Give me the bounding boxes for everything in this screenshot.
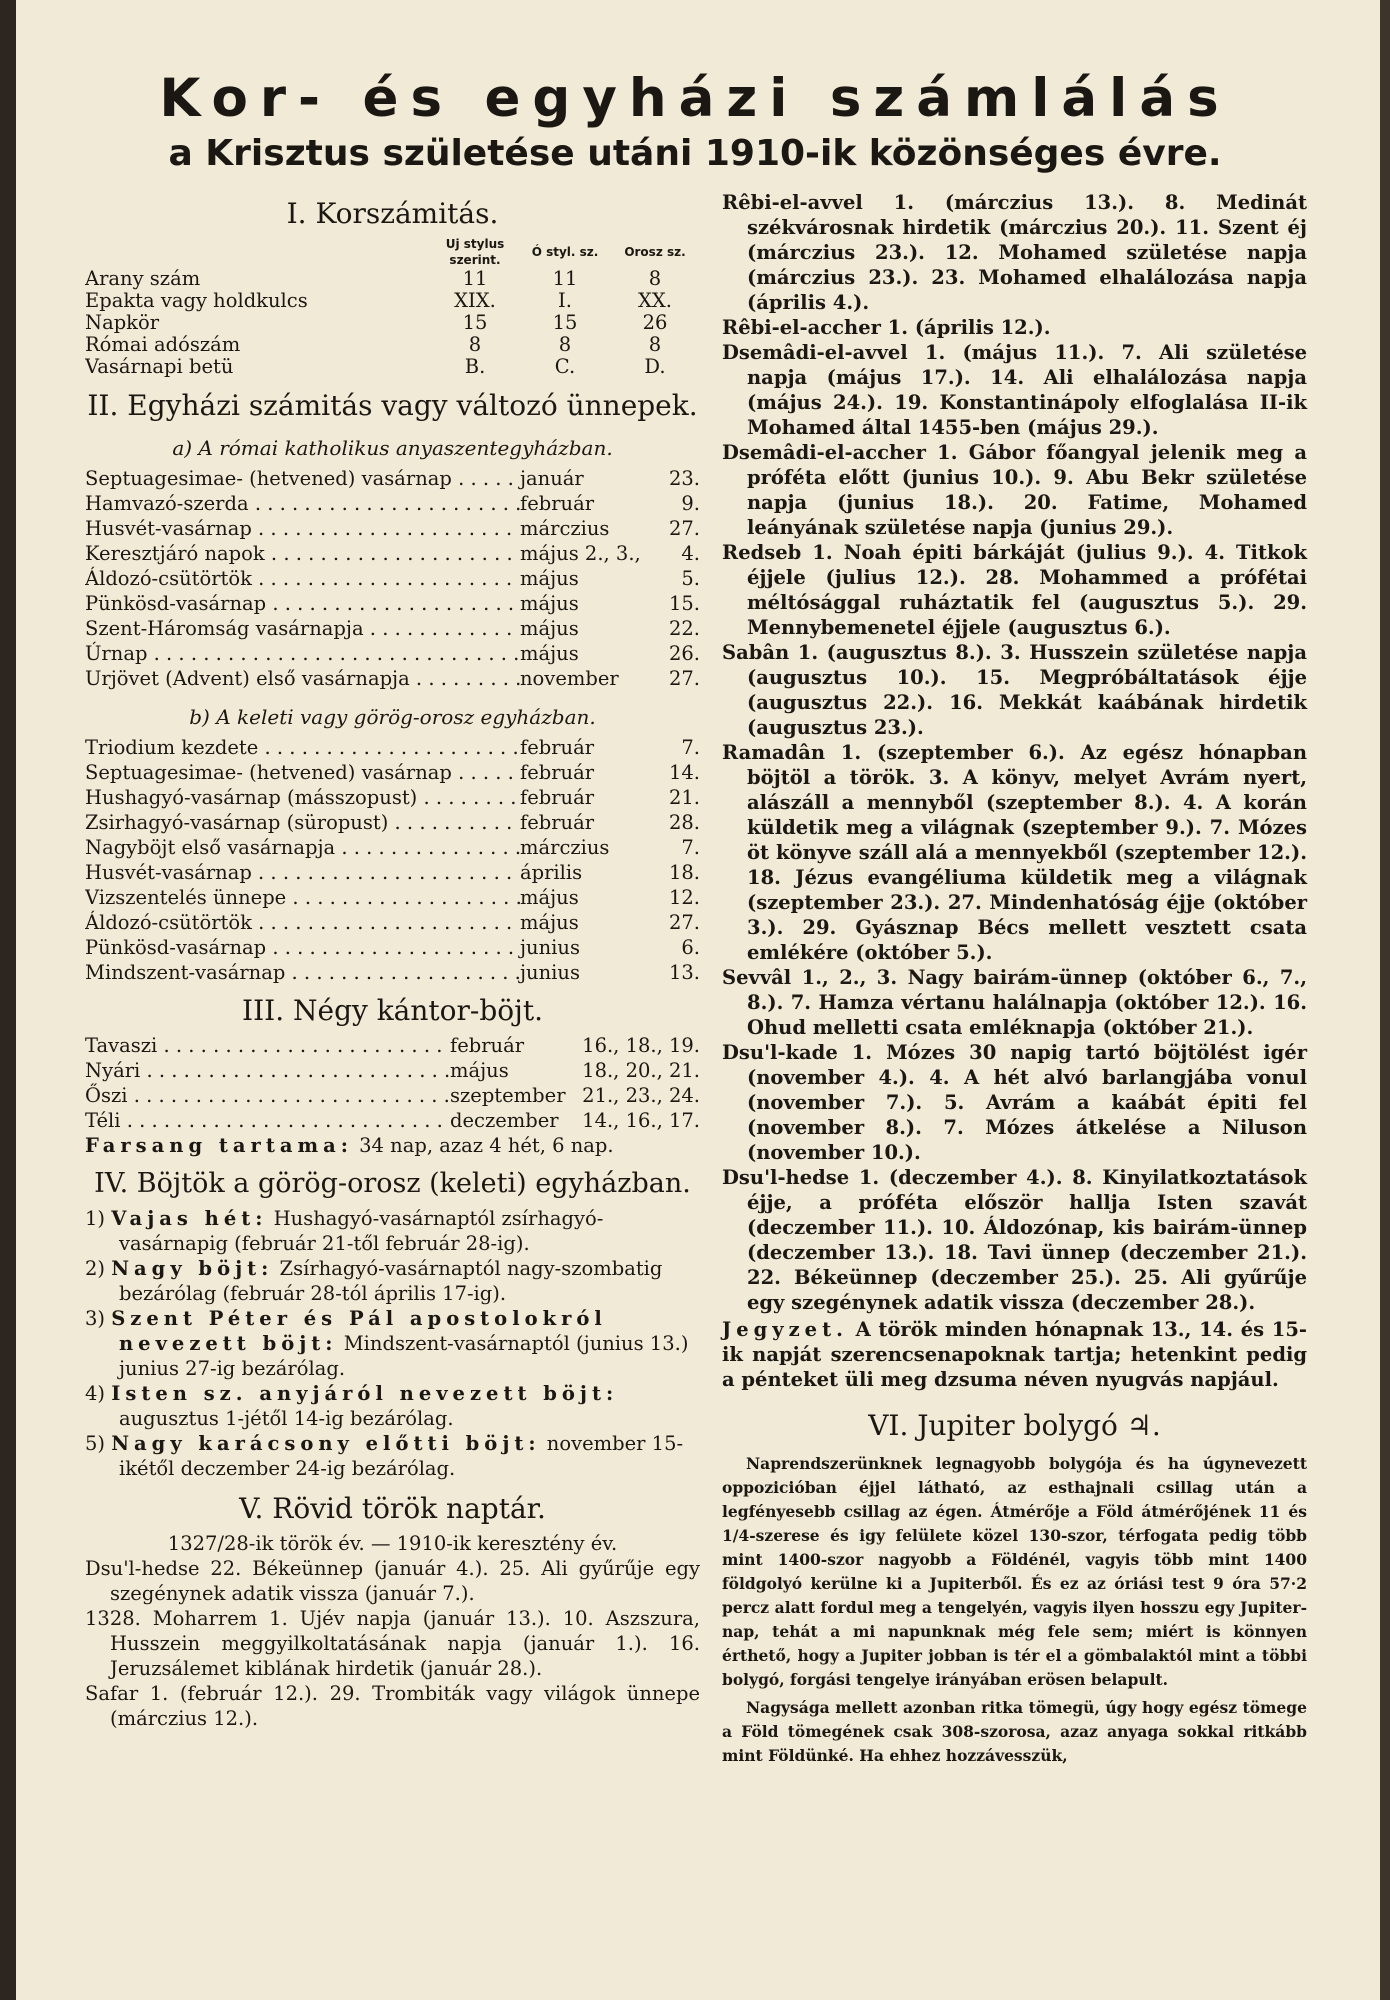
kantor-days: 18., 20., 21. [582,1059,700,1082]
orthodox-list [85,735,700,985]
value-uj: 15 [462,311,488,334]
feast-row [85,541,700,566]
jupiter-paragraph-2: Nagysága mellett azonban ritka tömegü, úgy hogy egész tömege a Föld tömegének csak 308-szorosa, azaz anyaga sokkal ritkább mint Földünké. Ha ehhez hozzávesszük, [722,1698,1307,1765]
calendar-entry: Dsu'l-kade 1. Mózes 30 napig tartó böjtölést igér (november 4.). 4. A hét alvó barlangjába vonul (november 7.). 5. Avrám a kaábát épiti fel (november 8.). 7. Mózes átkelése a Niluson (november 10.). [722,1041,1307,1164]
jupiter-paragraph-1: Naprendszerünknek legnagyobb bolygója és ha úgynevezett oppozicióban éjjel látható, az esthajnali csillag után a legfényesebb csillag az égen. Átmérője a Föld átmérőjének 11 és 1/4-szerese és igy felülete közel 130-szor, térfogata pedig több mint 1400-szor nagyobb a Földénél, vagyis több mint 1400 földgolyó kerülne ki a Jupiterből. És ez az óriási test 9 óra 57·2 percz alatt fordul meg a tengelyén, vagyis ilyen hosszu egy Jupiter-nap, tehát a mi napunknak még fele sem; miért is könnyen érthető, hogy a Jupiter jobban is tér el a gömbalaktól mint a többi bolygó, forgási tengelye irányában erösen belapult. [722,1454,1307,1689]
feast-label: Husvét-vasárnap . . . [85,860,520,885]
kantor-days: 21., 23., 24. [582,1084,700,1107]
section-3-title: III. Négy kántor-böjt. [242,994,543,1027]
value-o: C. [554,355,576,378]
feast-day: 6. [681,936,700,959]
feast-month: május [520,567,579,590]
feast-label: Triodium kezdete . . . [85,735,520,760]
feast-label: Szent-Háromság vasárnapja . . . [85,616,520,641]
korszamitas-row [85,268,700,290]
feast-day: 18. [668,861,700,884]
value-uj: 11 [462,267,488,290]
kantor-month: deczember [450,1109,559,1132]
value-o: 8 [558,333,572,356]
feast-row [85,666,700,691]
scan-edge-right [1380,0,1390,2000]
main-title: Kor- és egyházi számlálás [159,68,1231,129]
feast-day: 13. [668,961,700,984]
section-2-title: II. Egyházi számitás vagy változó ünnepek. [87,389,698,422]
feast-row [85,860,700,885]
left-column [85,190,700,1731]
row-label: Római adószám [85,334,241,356]
calendar-entry: Safar 1. (február 12.). 29. Trombiták vagy világok ünnepe (márczius 12.). [85,1682,700,1730]
feast-month: február [520,811,595,834]
turkish-calendar-right [722,190,1307,1315]
section-6-title: VI. Jupiter bolygó ♃. [868,1409,1161,1442]
feast-row [85,641,700,666]
fast-text: november 15-ikétől deczember 24-ig bezárólag. [119,1432,684,1480]
turkish-calendar-left [85,1556,700,1731]
feast-label: Vizszentelés ünnepe . . . [85,885,520,910]
section-5-subtitle: 1327/28-ik török év. — 1910-ik keresztény év. [167,1532,618,1555]
calendar-entry: Dsemâdi-el-accher 1. Gábor főangyal jelenik meg a próféta előtt (junius 10.). 9. Abu Bekr születése napja (junius 18.). 20. Fatime, Mohamed leányának születése napja (junius 29.). [722,441,1307,539]
kantor-days: 14., 16., 17. [582,1109,700,1132]
value-uj: XIX. [454,289,496,312]
value-o: 11 [552,267,578,290]
section-2b-title: b) A keleti vagy görög-orosz egyházban. [189,705,596,729]
feast-label: Husvét-vasárnap . . . [85,516,520,541]
right-column [722,190,1307,1768]
feast-month: május [520,642,579,665]
fast-item [85,1381,700,1431]
feast-day: 4. [681,542,700,565]
feast-label: Mindszent-vasárnap . . . [85,960,520,985]
feast-row [85,491,700,516]
calendar-entry: Redseb 1. Noah épiti bárkáját (julius 9.). 4. Titkok éjjele (julius 12.). 28. Mohammed a prófétai méltósággal ruháztatik fel (augusztus 5.). 29. Mennybemenetel éjjele (augusztus 6.). [722,541,1307,639]
value-orosz: 26 [642,311,668,334]
feast-month: február [520,492,595,515]
value-orosz: 8 [648,267,662,290]
feast-row [85,935,700,960]
farsang-line [85,1133,700,1158]
korszamitas-row [85,334,700,356]
kantor-label: Tavaszi . . . [85,1033,450,1058]
calendar-entry: Rêbi-el-accher 1. (április 12.). [722,316,1051,339]
kantor-row [85,1033,700,1058]
feast-month: május [520,886,579,909]
section-2a-title: a) A római katholikus anyaszentegyházban. [172,436,613,460]
feast-label: Zsirhagyó-vasárnap (süropust) . . . [85,810,520,835]
feast-month: május [520,617,579,640]
section-5-title: V. Rövid török naptár. [239,1492,546,1525]
feast-month: május 2., 3., [520,542,641,565]
feast-day: 27. [668,911,700,934]
feast-month: február [520,786,595,809]
value-orosz: XX. [638,289,672,312]
feast-row [85,566,700,591]
feast-row [85,835,700,860]
feast-row [85,910,700,935]
kantor-list [85,1033,700,1133]
calendar-entry: Dsu'l-hedse 1. (deczember 4.). 8. Kinyilatkoztatások éjje, a próféta először hallja Isten szavát (deczember 11.). 10. Áldozónap, kis bairám-ünnep (deczember 13.). 18. Tavi ünnep (deczember 21.). 22. Békeünnep (deczember 25.). 25. Ali gyűrűje egy szegénynek adatik vissza (deczember 28.). [722,1166,1307,1314]
feast-row [85,735,700,760]
fast-number: 4) [85,1382,106,1405]
roman-catholic-list [85,466,700,691]
fast-item [85,1431,700,1481]
feast-label: Pünkösd-vasárnap . . . [85,935,520,960]
col-header-uj: Uj stylus szerint. [445,237,505,267]
feast-month: november [520,667,619,690]
feast-row [85,810,700,835]
row-label: Vasárnapi betü [85,356,234,378]
kantor-month: február [450,1034,525,1057]
feast-row [85,516,700,541]
feast-label: Septuagesimae- (hetvened) vasárnap . . . [85,760,520,785]
row-label: Arany szám [85,268,201,290]
korszamitas-row [85,312,700,334]
section-4-title: IV. Böjtök a görög-orosz (keleti) egyházban. [94,1168,691,1199]
feast-month: junius [520,936,580,959]
note-label: Jegyzet. [722,1318,848,1341]
kantor-label: Téli . . . [85,1108,450,1133]
feast-day: 23. [668,467,700,490]
feast-month: márczius [520,836,610,859]
col-header-o: Ó styl. sz. [531,245,599,259]
kantor-month: május [450,1059,509,1082]
feast-day: 9. [681,492,700,515]
scan-edge-left [0,0,16,2000]
feast-label: Nagyböjt első vasárnapja . . . [85,835,520,860]
korszamitas-row [85,356,700,378]
feast-row [85,885,700,910]
feast-label: Pünkösd-vasárnap . . . [85,591,520,616]
fast-name: Vajas hét: [111,1207,268,1230]
fast-list [85,1206,700,1481]
feast-day: 5. [681,567,700,590]
calendar-entry: Ramadân 1. (szeptember 6.). Az egész hónapban böjtöl a török. 3. A könyv, melyet Avrám nyert, alászáll a mennyből (szeptember 8.). 4. A korán küldetik meg a világnak (szeptember 9.). 7. Mózes öt könyve száll alá a mennyekből (szeptember 12.). 18. Jézus evangéliuma küldetik meg a világnak (szeptember 23.). 27. Mindenhatóság éjje (október 3.). 29. Gyásznap Bécs mellett vesztett csata emlékére (október 5.). [722,741,1307,964]
feast-month: február [520,761,595,784]
kantor-month: szeptember [450,1084,566,1107]
feast-month: junius [520,961,580,984]
feast-day: 7. [681,836,700,859]
feast-month: márczius [520,517,610,540]
fast-text: augusztus 1-jétől 14-ig bezárólag. [119,1407,454,1430]
fast-name: Isten sz. anyjáról nevezett böjt: [111,1382,619,1405]
row-label: Epakta vagy holdkulcs [85,290,308,312]
kantor-row [85,1058,700,1083]
feast-month: január [520,467,584,490]
farsang-text: 34 nap, azaz 4 hét, 6 nap. [352,1134,614,1157]
feast-month: február [520,736,595,759]
col-header-orosz: Orosz sz. [624,245,686,259]
fast-text: Mindszent-vasárnaptól (junius 13.) junius 27-ig bezárólag. [119,1332,689,1380]
jegyzet-note [722,1317,1307,1392]
value-o: 15 [552,311,578,334]
kantor-days: 16., 18., 19. [582,1034,700,1057]
farsang-label: Farsang tartama: [85,1134,353,1157]
kantor-row [85,1083,700,1108]
feast-day: 27. [668,667,700,690]
calendar-entry: Rêbi-el-avvel 1. (márczius 13.). 8. Medinát székvárosnak hirdetik (márczius 20.). 11. Szent éj (márczius 23.). 12. Mohamed születése napja (márczius 23.). 23. Mohamed elhalálozása napja (április 4.). [722,191,1307,314]
kantor-label: Őszi . . . [85,1083,450,1108]
feast-label: Hamvazó-szerda . . . [85,491,520,516]
fast-text: Hushagyó-vasárnaptól zsírhagyó-vasárnapig (február 21-től február 28-ig). [119,1207,604,1255]
row-label: Napkör [85,312,160,334]
value-orosz: D. [644,355,666,378]
value-uj: 8 [468,333,482,356]
feast-day: 28. [668,811,700,834]
feast-label: Áldozó-csütörtök . . . [85,566,520,591]
feast-month: május [520,911,579,934]
value-orosz: 8 [648,333,662,356]
feast-row [85,960,700,985]
fast-item [85,1256,700,1306]
feast-day: 26. [668,642,700,665]
fast-name: Szent Péter és Pál apostolokról nevezett böjt: [111,1307,607,1355]
feast-day: 21. [668,786,700,809]
value-uj: B. [464,355,486,378]
fast-name: Nagy böjt: [111,1257,274,1280]
fast-item [85,1306,700,1381]
kantor-row [85,1108,700,1133]
feast-day: 15. [668,592,700,615]
feast-row [85,466,700,491]
fast-name: Nagy karácsony előtti böjt: [111,1432,541,1455]
korszamitas-row [85,290,700,312]
value-o: I. [558,289,572,312]
feast-row [85,760,700,785]
feast-row [85,616,700,641]
note-text: A török minden hónapnak 13., 14. és 15-ik napját szerencsenapoknak tartja; hetenkint pedig a pénteket üli meg dzsuma néven nyugvás napjául. [722,1318,1307,1391]
feast-label: Úrnap . . . [85,641,520,666]
calendar-entry: Dsu'l-hedse 22. Békeünnep (január 4.). 25. Ali gyűrűje egy szegénynek adatik vissza (január 7.). [85,1557,700,1605]
feast-day: 22. [668,617,700,640]
fast-number: 5) [85,1432,106,1455]
feast-day: 12. [668,886,700,909]
calendar-entry: Dsemâdi-el-avvel 1. (május 11.). 7. Ali születése napja (május 17.). 14. Ali elhalálozása napja (május 24.). 19. Konstantinápoly elfoglalása II-ik Mohamed által 1455-ben (május 29.). [722,341,1307,439]
feast-label: Septuagesimae- (hetvened) vasárnap . . . [85,466,520,491]
feast-label: Keresztjáró napok . . . [85,541,520,566]
feast-row [85,785,700,810]
fast-number: 3) [85,1307,106,1330]
fast-number: 2) [85,1257,106,1280]
feast-label: Áldozó-csütörtök . . . [85,910,520,935]
kantor-label: Nyári . . . [85,1058,450,1083]
section-1-title: I. Korszámitás. [286,197,499,230]
calendar-entry: Sabân 1. (augusztus 8.). 3. Husszein születése napja (augusztus 10.). 15. Megpróbáltatások éjje (augusztus 22.). 16. Mekkát kaábának hirdetik (augusztus 23.). [722,641,1307,739]
fast-item [85,1206,700,1256]
fast-text: Zsírhagyó-vasárnaptól nagy-szombatig bezárólag (február 28-tól április 17-ig). [119,1257,663,1305]
korszamitas-table [85,236,700,378]
feast-day: 14. [668,761,700,784]
feast-label: Urjövet (Advent) első vasárnapja . . . [85,666,520,691]
main-subtitle: a Krisztus születése utáni 1910-ik közönséges évre. [168,133,1222,174]
fast-number: 1) [85,1207,106,1230]
feast-month: április [520,861,583,884]
calendar-entry: 1328. Moharrem 1. Ujév napja (január 13.). 10. Aszszura, Husszein meggyilkoltatásának napja (január 1.). 16. Jeruzsálemet kiblának hirdetik (január 28.). [85,1607,700,1680]
feast-day: 27. [668,517,700,540]
calendar-entry: Sevvâl 1., 2., 3. Nagy bairám-ünnep (október 6., 7., 8.). 7. Hamza vértanu halálnapja (október 12.). 16. Ohud melletti csata emléknapja (október 21.). [722,966,1307,1039]
feast-row [85,591,700,616]
feast-month: május [520,592,579,615]
feast-label: Hushagyó-vasárnap (másszopust) . . . [85,785,520,810]
feast-day: 7. [681,736,700,759]
